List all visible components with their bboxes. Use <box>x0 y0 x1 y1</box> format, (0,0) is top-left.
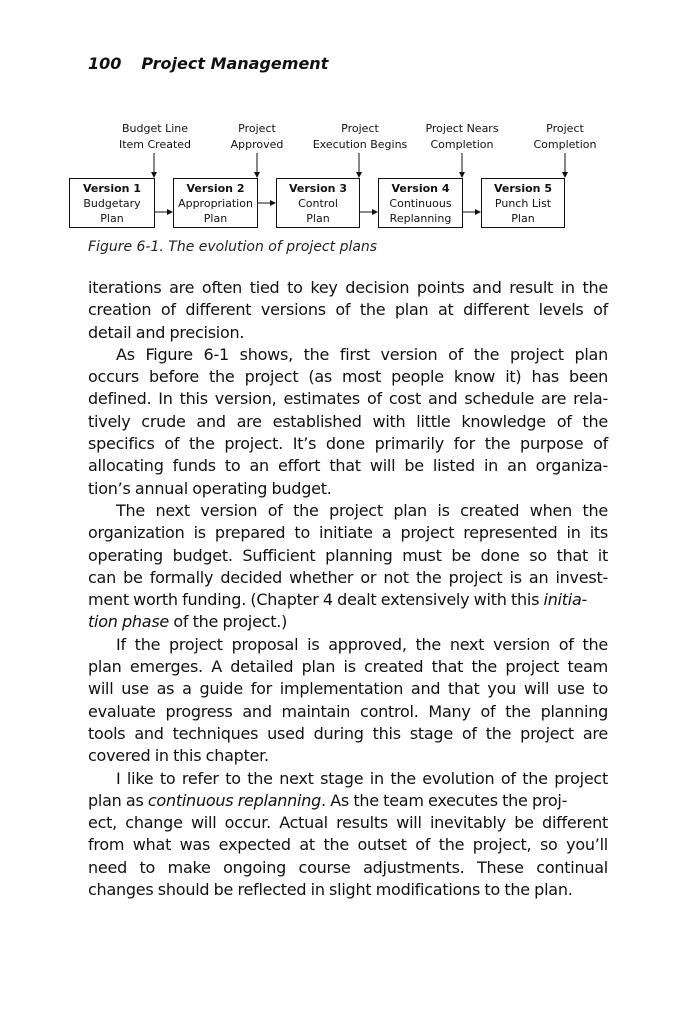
milestone-completion <box>533 121 596 153</box>
text-line: will use as a guide for implementation and that you will use to <box>88 679 608 699</box>
text-line: covered in this chapter. <box>88 746 269 766</box>
italic-term: initia- <box>543 590 588 610</box>
italic-term: continuous replanning <box>147 790 322 810</box>
paragraph-4 <box>88 634 608 768</box>
version-title: Version 1 <box>83 182 141 195</box>
milestone-label-line1: Project <box>546 122 584 135</box>
milestone-label-line1: Project Nears <box>425 122 499 135</box>
text-line: specifics of the project. It’s done primarily for the purpose of <box>88 434 608 454</box>
version-label: Plan <box>100 212 124 225</box>
text-line <box>88 790 608 812</box>
milestone-label-line2: Execution Begins <box>312 138 408 151</box>
version-label: Punch List <box>494 197 552 210</box>
italic-term: tion phase <box>88 612 170 632</box>
text-run: . As the team executes the proj- <box>321 790 568 810</box>
body-text <box>88 277 608 901</box>
version-label: Continuous <box>389 197 452 210</box>
text-line: allocating funds to an effort that will be listed in an organiza- <box>88 456 608 476</box>
milestone-label-line2: Item Created <box>118 138 192 151</box>
book-title: Project Management <box>141 54 329 73</box>
text-line: tion’s annual operating budget. <box>88 478 332 498</box>
version-title: Version 2 <box>186 182 245 195</box>
version-1-box <box>69 178 155 228</box>
text-run: plan as <box>88 790 148 810</box>
version-label: Control <box>298 197 338 210</box>
milestone-label-line2: Completion <box>430 138 494 151</box>
text-line: If the project proposal is approved, the next version of the <box>116 634 608 654</box>
text-line: tools and techniques used during this stage of the project are <box>88 723 608 743</box>
text-line: need to make ongoing course adjustments. These continual <box>88 857 608 877</box>
text-line: defined. In this version, estimates of cost and schedule are rela- <box>88 389 608 409</box>
text-line: creation of different versions of the plan at different levels of <box>88 300 608 320</box>
milestone-project-approved <box>231 121 284 153</box>
milestone-execution-begins <box>313 121 408 153</box>
milestone-label-line1: Project <box>341 122 379 135</box>
version-label: Budgetary <box>83 197 141 210</box>
text-line: tively crude and are established with little knowledge of the <box>88 411 608 431</box>
text-line <box>88 589 608 611</box>
milestone-label-line2: Completion <box>533 138 597 151</box>
text-line: The next version of the project plan is created when the <box>116 500 608 520</box>
milestone-nears-completion <box>425 121 498 153</box>
figure-caption: Figure 6-1. The evolution of project plans <box>88 239 378 255</box>
version-title: Version 4 <box>391 182 450 195</box>
text-line: iterations are often tied to key decision points and result in the <box>88 278 608 297</box>
text-line: plan emerges. A detailed plan is created that the project team <box>88 657 608 677</box>
text-run: ment worth funding. (Chapter 4 dealt extensively with this <box>88 590 540 610</box>
paragraph-5 <box>88 768 608 902</box>
version-5-box <box>481 178 565 228</box>
version-title: Version 5 <box>494 182 552 195</box>
milestone-budget-line <box>119 121 191 153</box>
text-line: organization is prepared to initiate a project represented in its <box>88 523 608 543</box>
text-line: I like to refer to the next stage in the evolution of the project <box>116 768 608 788</box>
milestone-label-line1: Budget Line <box>122 122 188 135</box>
text-line: operating budget. Sufficient planning must be done so that it <box>88 545 608 565</box>
milestone-label-line1: Project <box>238 122 276 135</box>
text-line: detail and precision. <box>88 322 245 342</box>
version-label: Replanning <box>389 212 452 225</box>
version-label: Plan <box>511 212 535 225</box>
version-4-box <box>378 178 463 228</box>
version-2-box <box>173 178 258 228</box>
milestone-label-line2: Approved <box>230 138 284 151</box>
page-number: 100 <box>88 54 122 73</box>
figure-6-1-diagram <box>0 0 682 240</box>
paragraph-3 <box>88 500 608 634</box>
text-run: of the project.) <box>169 612 288 632</box>
text-line: from what was expected at the outset of the project, so you’ll <box>88 835 608 855</box>
text-line: changes should be reflected in slight modifications to the plan. <box>88 880 573 900</box>
text-line: As Figure 6-1 shows, the first version of the project plan <box>116 344 608 364</box>
text-line: ect, change will occur. Actual results will inevitably be different <box>88 813 608 833</box>
text-line: occurs before the project (as most people know it) has been <box>88 367 608 387</box>
version-label: Plan <box>306 212 330 225</box>
version-title: Version 3 <box>289 182 347 195</box>
text-line <box>88 611 608 633</box>
paragraph-2 <box>88 344 608 500</box>
version-label: Plan <box>203 212 228 225</box>
version-3-box <box>276 178 360 228</box>
text-line: can be formally decided whether or not the project is an invest- <box>88 567 608 587</box>
paragraph-1 <box>88 277 608 344</box>
text-line: evaluate progress and maintain control. Many of the planning <box>88 701 608 721</box>
version-label: Appropriation <box>178 197 253 210</box>
